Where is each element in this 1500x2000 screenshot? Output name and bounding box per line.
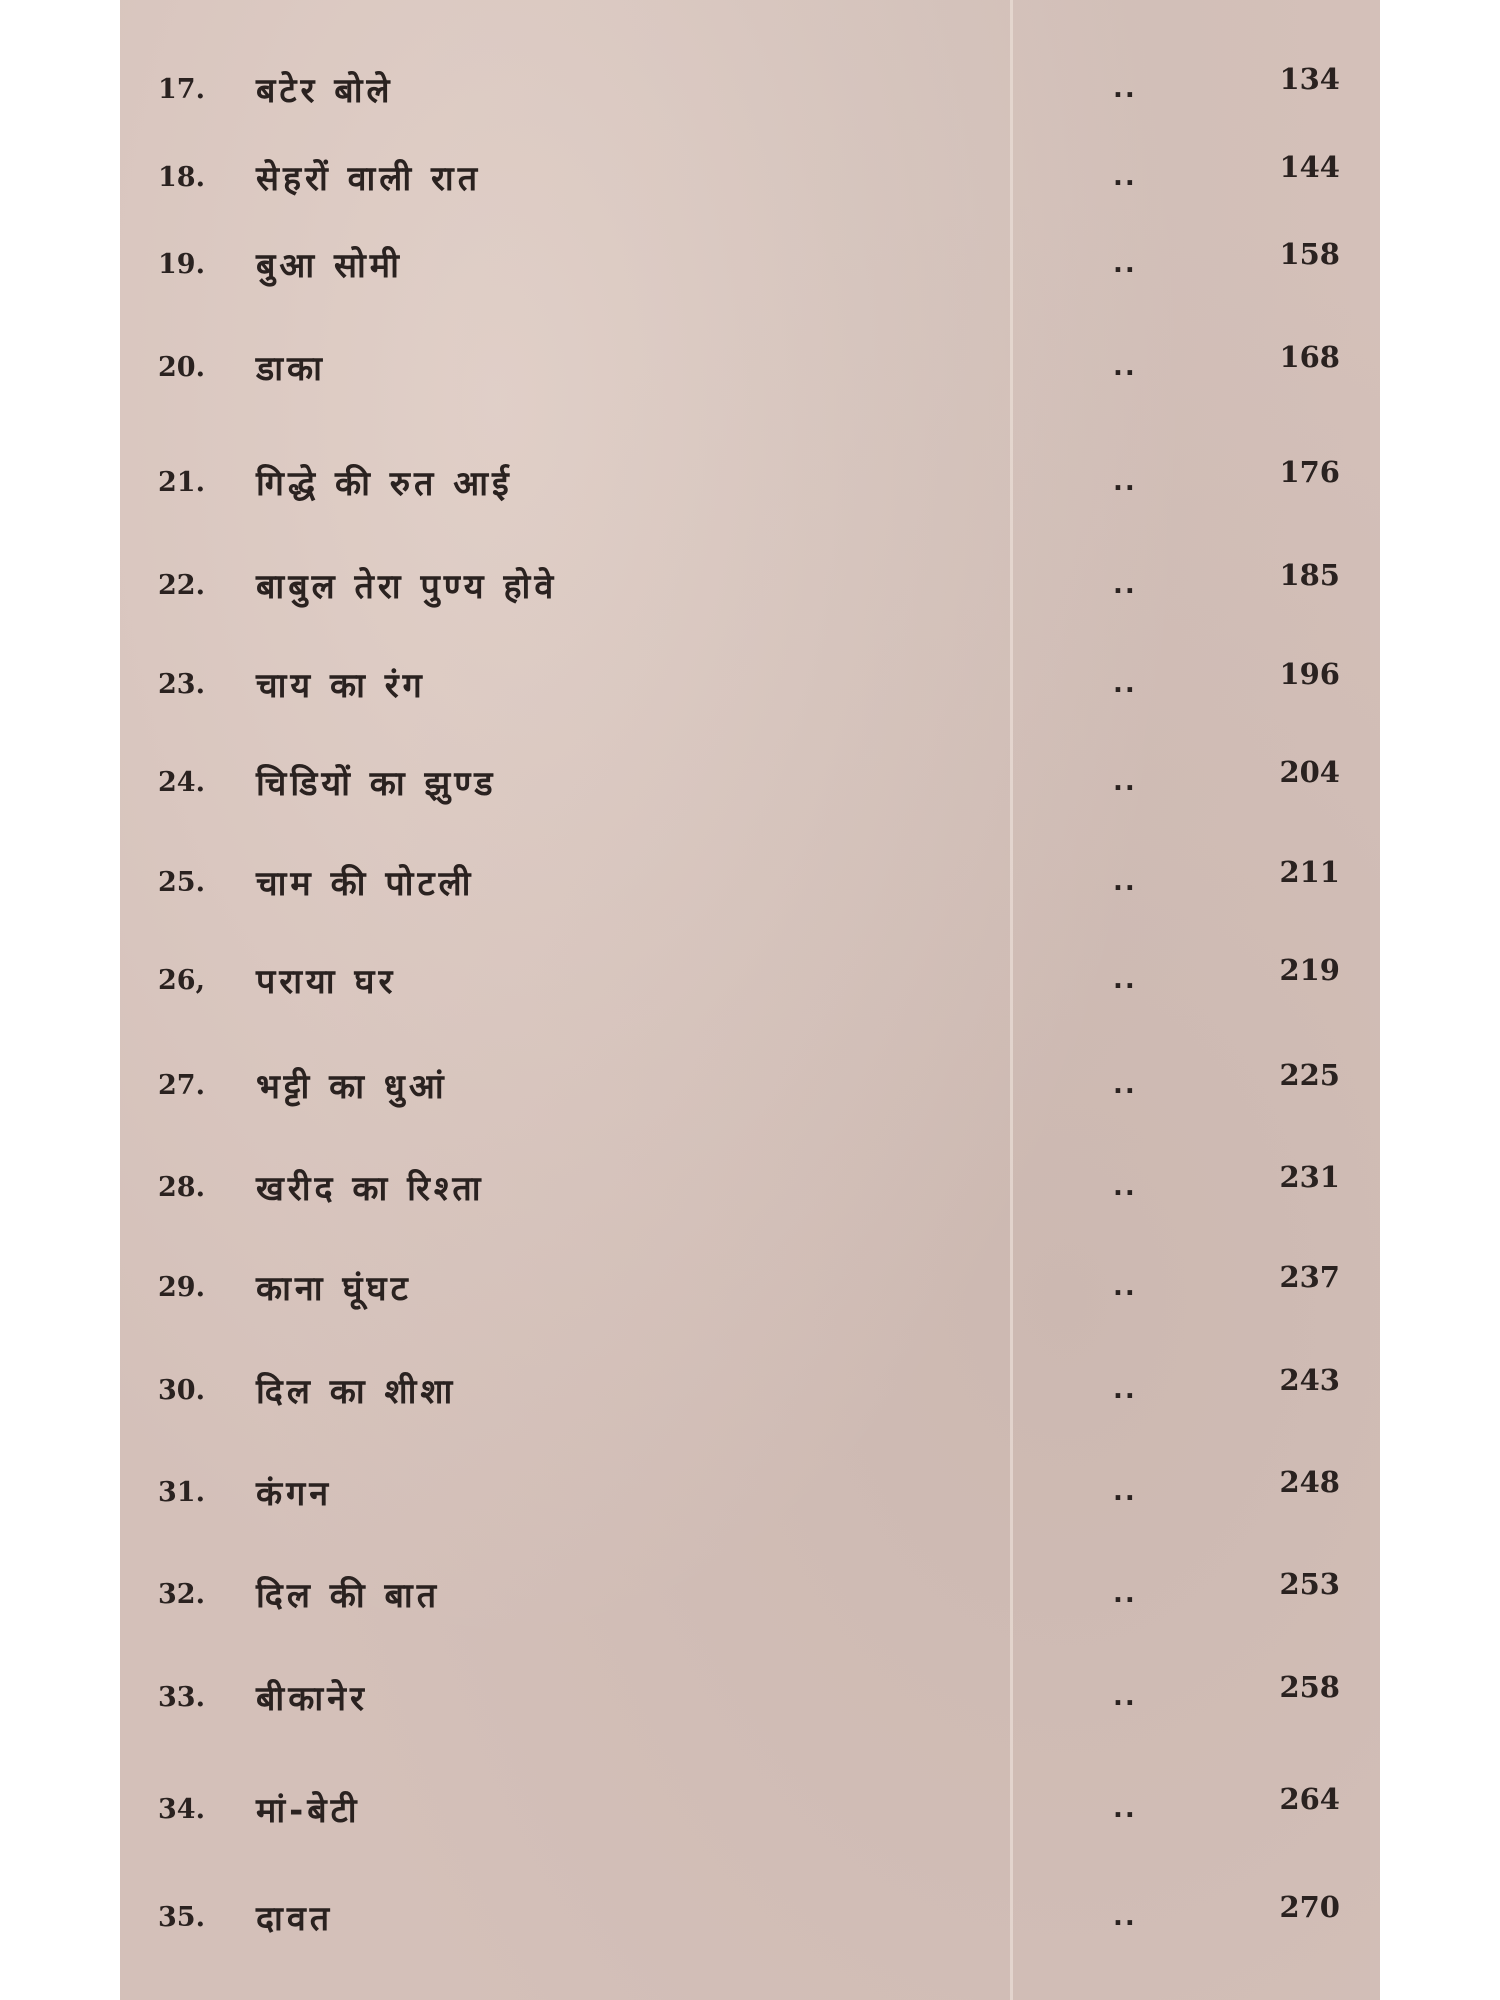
book-page [120,0,1380,2000]
toc-entry [120,1670,1380,1730]
entry-number: 31. [158,1477,205,1508]
dot-leader: .. [1113,352,1137,382]
entry-page-number: 270 [1279,1890,1340,1924]
toc-entry [120,150,1380,210]
entry-title: मां-बेटी [256,1791,361,1831]
entry-number: 23. [158,669,205,700]
entry-page-number: 204 [1279,755,1340,789]
dot-leader: .. [1113,74,1137,104]
toc-entry [120,953,1380,1013]
entry-page-number: 253 [1279,1567,1340,1601]
dot-leader: .. [1113,1172,1137,1202]
entry-number: 27. [158,1070,205,1101]
dot-leader: .. [1113,249,1137,279]
toc-entry [120,62,1380,122]
entry-title: कंगन [256,1474,333,1514]
entry-page-number: 219 [1279,953,1340,987]
entry-number: 32. [158,1579,205,1610]
entry-number: 19. [158,249,205,280]
dot-leader: .. [1113,1579,1137,1609]
toc-entry [120,455,1380,515]
dot-leader: .. [1113,669,1137,699]
entry-title: चिडियों का झुण्ड [256,764,497,804]
entry-title: पराया घर [256,962,397,1002]
toc-entry [120,855,1380,915]
entry-number: 21. [158,467,205,498]
entry-title: सेहरों वाली रात [256,159,482,199]
entry-title: दिल का शीशा [256,1372,457,1412]
toc-entry [120,1465,1380,1525]
dot-leader: .. [1113,1682,1137,1712]
entry-page-number: 168 [1279,340,1340,374]
toc-entry [120,1782,1380,1842]
toc-entry [120,558,1380,618]
entry-page-number: 211 [1279,855,1340,889]
toc-entry [120,1260,1380,1320]
entry-number: 25. [158,867,205,898]
entry-title: चाम की पोटली [256,864,475,904]
toc-entry [120,237,1380,297]
toc-entry [120,340,1380,400]
entry-number: 17. [158,74,205,105]
dot-leader: .. [1113,1902,1137,1932]
dot-leader: .. [1113,1070,1137,1100]
entry-title: बीकानेर [256,1679,368,1719]
dot-leader: .. [1113,767,1137,797]
entry-number: 34. [158,1794,205,1825]
entry-page-number: 225 [1279,1058,1340,1092]
entry-title: दावत [256,1899,334,1939]
toc-entry [120,1363,1380,1423]
entry-page-number: 196 [1279,657,1340,691]
entry-page-number: 264 [1279,1782,1340,1816]
entry-page-number: 248 [1279,1465,1340,1499]
entry-page-number: 144 [1279,150,1340,184]
entry-number: 22. [158,570,205,601]
dot-leader: .. [1113,1375,1137,1405]
dot-leader: .. [1113,467,1137,497]
entry-number: 24. [158,767,205,798]
toc-entry [120,1160,1380,1220]
dot-leader: .. [1113,162,1137,192]
dot-leader: .. [1113,1477,1137,1507]
entry-page-number: 176 [1279,455,1340,489]
entry-number: 33. [158,1682,205,1713]
entry-page-number: 258 [1279,1670,1340,1704]
toc-entry [120,657,1380,717]
entry-title: चाय का रंग [256,666,426,706]
dot-leader: .. [1113,1272,1137,1302]
entry-number: 26, [158,965,205,996]
entry-title: डाका [256,349,326,389]
dot-leader: .. [1113,867,1137,897]
toc-entry [120,1058,1380,1118]
entry-title: खरीद का रिश्ता [256,1169,485,1209]
entry-number: 18. [158,162,205,193]
entry-title: काना घूंघट [256,1269,412,1309]
entry-title: बाबुल तेरा पुण्य होवे [256,567,558,607]
entry-page-number: 243 [1279,1363,1340,1397]
entry-title: बुआ सोमी [256,246,403,286]
dot-leader: .. [1113,570,1137,600]
entry-page-number: 231 [1279,1160,1340,1194]
entry-number: 29. [158,1272,205,1303]
toc-entry [120,1567,1380,1627]
dot-leader: .. [1113,965,1137,995]
entry-page-number: 134 [1279,62,1340,96]
entry-number: 35. [158,1902,205,1933]
toc-entry [120,1890,1380,1950]
entry-page-number: 158 [1279,237,1340,271]
entry-page-number: 185 [1279,558,1340,592]
entry-number: 28. [158,1172,205,1203]
entry-title: गिद्धे की रुत आई [256,464,513,504]
dot-leader: .. [1113,1794,1137,1824]
entry-number: 20. [158,352,205,383]
entry-title: बटेर बोले [256,71,394,111]
entry-title: दिल की बात [256,1576,441,1616]
entry-page-number: 237 [1279,1260,1340,1294]
entry-number: 30. [158,1375,205,1406]
toc-entry [120,755,1380,815]
entry-title: भट्टी का धुआं [256,1067,448,1107]
